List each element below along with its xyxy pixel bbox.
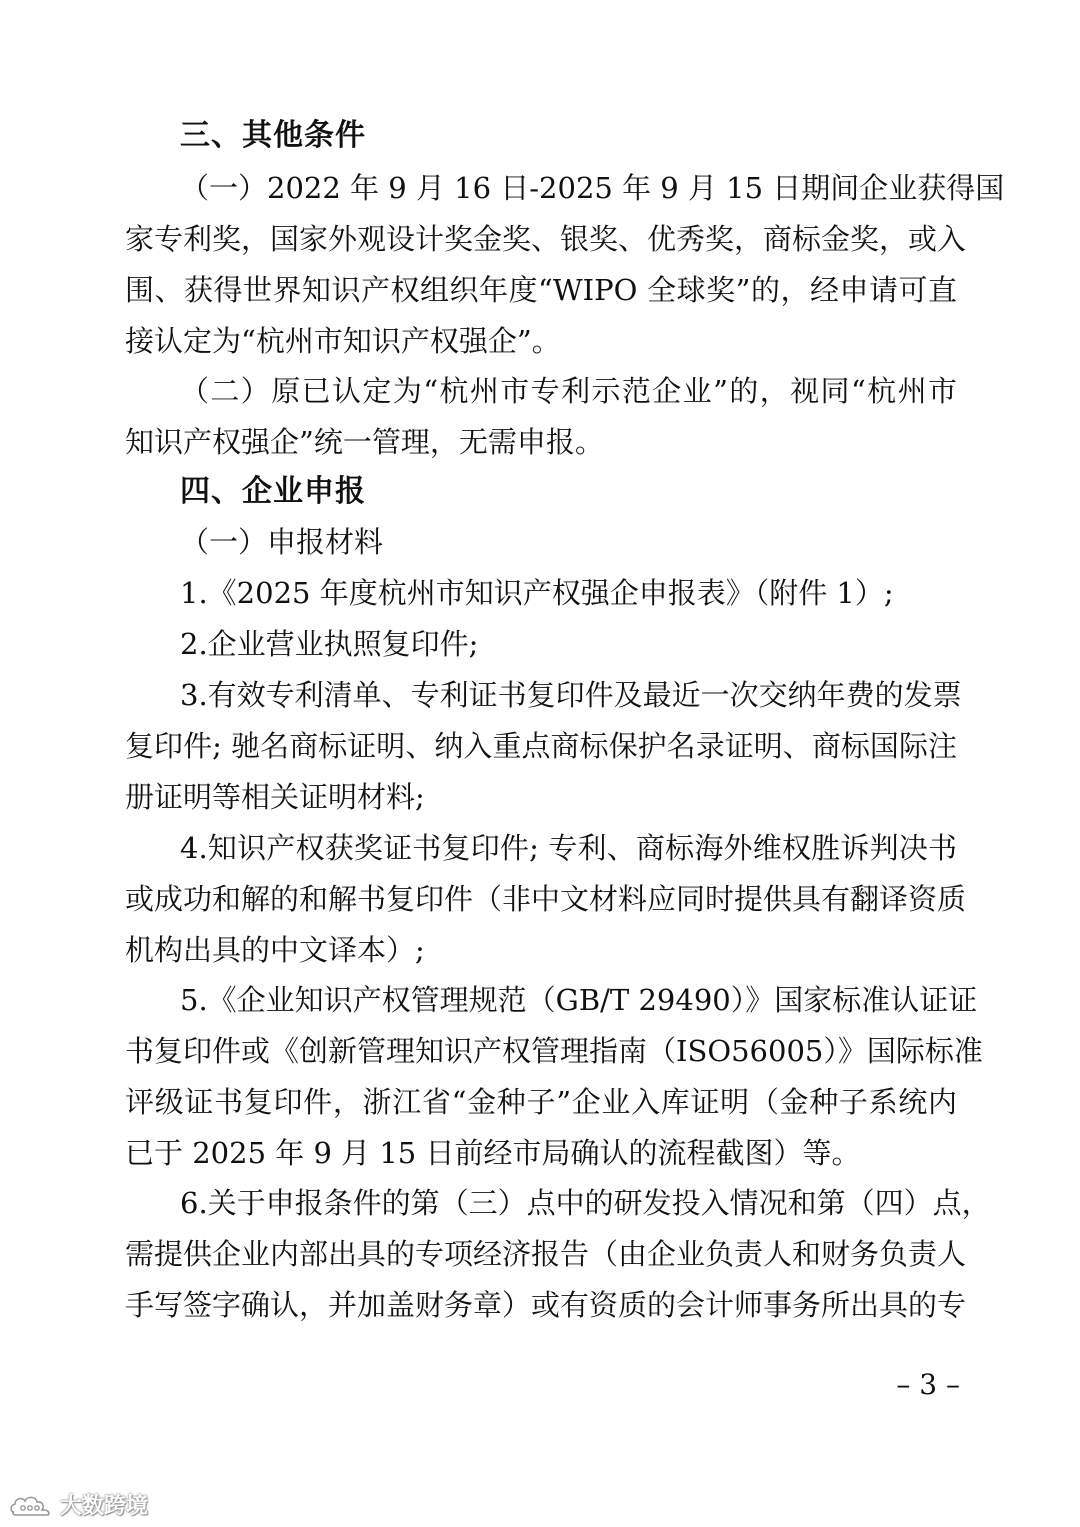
section-3-heading: 三、其他条件: [180, 118, 366, 153]
paragraph-line: 已于 2025 年 9 月 15 日前经市局确认的流程截图）等。: [125, 1136, 861, 1170]
paragraph-line: 3.有效专利清单、专利证书复印件及最近一次交纳年费的发票: [180, 678, 962, 712]
paragraph-line: （一）申报材料: [180, 525, 384, 559]
material-5: [125, 975, 983, 1179]
paragraph-line: 册证明等相关证明材料;: [125, 780, 425, 814]
section-3-item-1: [125, 163, 1005, 367]
section-4-heading: 四、企业申报: [180, 474, 366, 509]
paragraph-line: 知识产权强企”统一管理，无需申报。: [125, 425, 604, 459]
paragraph-line: 或成功和解的和解书复印件（非中文材料应同时提供具有翻译资质: [125, 882, 967, 916]
paragraph-line: 家专利奖，国家外观设计奖金奖、银奖、优秀奖，商标金奖，或入: [125, 222, 967, 256]
watermark: [8, 1488, 148, 1520]
paragraph-line: 1.《2025 年度杭州市知识产权强企申报表》（附件 1）;: [180, 576, 894, 610]
material-3: [125, 670, 962, 823]
material-2: [125, 619, 957, 670]
paragraph-line: 需提供企业内部出具的专项经济报告（由企业负责人和财务负责人: [125, 1237, 967, 1271]
paragraph-line: 围、获得世界知识产权组织年度“WIPO 全球奖”的，经申请可直: [125, 273, 957, 307]
material-1: [125, 568, 957, 619]
paragraph-line: 手写签字确认，并加盖财务章）或有资质的会计师事务所出具的专: [125, 1288, 967, 1322]
paragraph-line: 2.企业营业执照复印件;: [180, 627, 479, 661]
paragraph-line: 4.知识产权获奖证书复印件; 专利、商标海外维权胜诉判决书: [180, 831, 957, 865]
paragraph-line: 5.《企业知识产权管理规范（GB/T 29490）》国家标准认证证: [180, 983, 978, 1017]
paragraph-line: 6.关于申报条件的第（三）点中的研发投入情况和第（四）点，: [180, 1186, 991, 1220]
paragraph-line: 评级证书复印件，浙江省“金种子”企业入库证明（金种子系统内: [125, 1085, 957, 1119]
paragraph-line: （二）原已认定为“杭州市专利示范企业”的，视同“杭州市: [180, 374, 957, 408]
section-3-item-2: [125, 366, 957, 468]
cloud-logo-icon: [8, 1490, 54, 1518]
watermark-text: 大数跨境: [60, 1493, 149, 1519]
section-4-subheading: [125, 517, 957, 568]
paragraph-line: （一）2022 年 9 月 16 日-2025 年 9 月 15 日期间企业获得国: [180, 171, 1005, 205]
material-4: [125, 823, 967, 976]
page-number: – 3 –: [896, 1368, 960, 1401]
paragraph-line: 复印件; 驰名商标证明、纳入重点商标保护名录证明、商标国际注: [125, 729, 957, 763]
paragraph-line: 机构出具的中文译本）;: [125, 933, 425, 967]
paragraph-line: 接认定为“杭州市知识产权强企”。: [125, 324, 561, 358]
paragraph-line: 书复印件或《创新管理知识产权管理指南（ISO56005）》国际标准: [125, 1034, 983, 1068]
material-6: [125, 1178, 991, 1331]
